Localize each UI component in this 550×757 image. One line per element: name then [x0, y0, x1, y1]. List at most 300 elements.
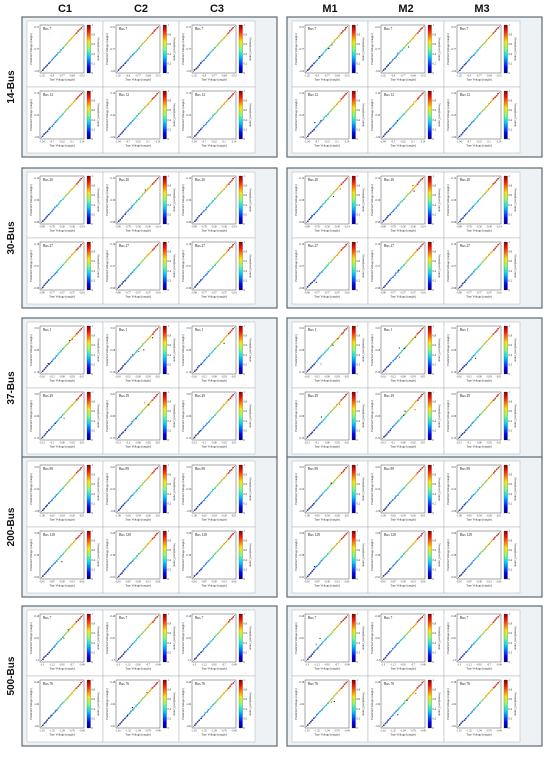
x-tick-label: -0.54: [324, 514, 330, 518]
y-tick-label: -0.14: [109, 176, 116, 180]
outlier-point: [415, 337, 416, 338]
density-point: [208, 54, 210, 56]
density-point: [493, 32, 495, 34]
colorbar-tick: 0.6: [432, 483, 436, 487]
density-point: [317, 712, 319, 714]
x-tick-label: -0.54: [476, 514, 482, 518]
density-point: [403, 198, 405, 200]
density-point: [397, 494, 399, 496]
x-axis-label: True Voltage (rangle): [49, 228, 75, 233]
x-axis-label: True Voltage (rangle): [125, 583, 151, 588]
colorbar-label: Normalized Counts: [513, 626, 518, 650]
x-tick-label: -0.37: [221, 291, 227, 295]
density-point: [491, 401, 493, 403]
density-point: [205, 563, 207, 565]
density-point: [496, 179, 498, 181]
row-group-label: 14-Bus: [6, 70, 17, 104]
density-point: [331, 548, 333, 550]
density-point: [118, 576, 120, 578]
density-point: [122, 215, 124, 217]
density-point: [322, 270, 324, 272]
density-point: [152, 621, 154, 623]
density-point: [316, 499, 318, 501]
y-tick-label: -0.57: [33, 264, 40, 268]
density-point: [150, 100, 152, 102]
outlier-point: [316, 282, 317, 283]
density-point: [313, 62, 315, 64]
density-point: [459, 221, 461, 223]
y-axis-label: Predicted Voltage (rangle): [29, 33, 34, 65]
density-point: [44, 722, 46, 724]
x-tick-label: -0.64: [145, 74, 151, 78]
density-point: [389, 429, 391, 431]
density-point: [491, 689, 493, 691]
colorbar-tick: 0.4: [508, 558, 512, 562]
density-point: [155, 180, 157, 182]
density-point: [65, 411, 67, 413]
density-point: [421, 616, 423, 618]
density-point: [203, 499, 205, 501]
density-point: [339, 623, 341, 625]
x-tick-label: -0.16: [155, 291, 161, 295]
density-point: [392, 360, 394, 362]
outlier-point: [406, 700, 407, 701]
density-point: [492, 183, 494, 185]
density-point: [138, 414, 140, 416]
y-axis-label: Predicted Voltage (rangle): [446, 334, 451, 366]
density-point: [323, 420, 325, 422]
bus-label: Bus 20: [384, 178, 395, 182]
colorbar-label: Normalized Counts: [513, 543, 518, 567]
density-point: [147, 543, 149, 545]
density-point: [201, 567, 203, 569]
x-tick-label: -0.36: [69, 225, 75, 229]
density-point: [420, 29, 422, 31]
bus-label: Bus 1: [308, 328, 317, 332]
density-point: [322, 353, 324, 355]
density-point: [144, 191, 146, 193]
colorbar-tick: 0.8: [243, 473, 247, 477]
x-tick-label: -0.16: [115, 375, 121, 379]
density-point: [485, 695, 487, 697]
density-point: [474, 269, 476, 271]
colorbar: [428, 531, 432, 579]
density-point: [150, 474, 152, 476]
density-point: [329, 46, 331, 48]
colorbar-tick: 0.8: [91, 688, 95, 692]
density-point: [59, 639, 61, 641]
density-point: [468, 565, 470, 567]
colorbar: [428, 392, 432, 440]
colorbar-tick: 0.8: [508, 539, 512, 543]
density-point: [195, 434, 197, 436]
y-axis-label: Predicted Voltage (rangle): [370, 688, 375, 720]
density-point: [66, 548, 68, 550]
y-tick-label: -0.54: [450, 487, 457, 491]
bus-label: Bus 20: [308, 178, 319, 182]
colorbar: [352, 326, 356, 374]
x-tick-label: 0.06: [231, 580, 237, 584]
density-point: [122, 431, 124, 433]
density-point: [119, 285, 121, 287]
x-tick-label: -0.39: [476, 580, 482, 584]
colorbar: [87, 614, 91, 662]
density-point: [416, 687, 418, 689]
density-point: [69, 256, 71, 258]
bus-label: Bus 128: [195, 533, 207, 537]
x-tick-label: -0.22: [211, 140, 217, 144]
density-point: [50, 278, 52, 280]
density-point: [124, 429, 126, 431]
density-point: [421, 178, 423, 180]
density-point: [146, 105, 148, 107]
density-point: [465, 279, 467, 281]
density-point: [467, 428, 469, 430]
density-point: [206, 562, 208, 564]
colorbar-tick: 0: [167, 727, 169, 730]
density-point: [229, 331, 231, 333]
x-tick-label: -1.02: [456, 74, 462, 78]
density-point: [497, 616, 499, 618]
density-point: [77, 470, 79, 472]
bus-label: Bus 128: [308, 533, 320, 537]
outlier-point: [319, 56, 320, 57]
y-tick-label: -0.57: [109, 264, 116, 268]
x-tick-label: -0.91: [39, 580, 45, 584]
density-point: [145, 39, 147, 41]
colorbar-tick: 0.6: [508, 344, 512, 348]
scatter-panel: [368, 322, 444, 388]
density-point: [50, 650, 52, 652]
x-tick-label: -0.78: [466, 225, 472, 229]
scatter-panel: [368, 172, 444, 238]
outlier-point: [143, 349, 144, 350]
density-point: [313, 717, 315, 719]
x-axis-label: True Voltage (rangle): [201, 517, 227, 522]
y-tick-label: -0.49: [450, 614, 457, 618]
y-tick-label: -1.61: [298, 724, 305, 728]
density-point: [226, 401, 228, 403]
outlier-point: [404, 348, 405, 349]
colorbar-tick: 0.2: [91, 128, 95, 132]
y-axis-label: Predicted Voltage (rangle): [370, 539, 375, 571]
outlier-point: [127, 715, 128, 716]
density-point: [308, 434, 310, 436]
density-point: [344, 683, 346, 685]
density-point: [135, 51, 137, 53]
density-point: [232, 328, 234, 330]
x-tick-label: -0.39: [59, 580, 65, 584]
density-point: [411, 190, 413, 192]
colorbar: [239, 614, 243, 662]
x-tick-label: -1.12: [125, 663, 131, 667]
density-point: [206, 55, 208, 57]
density-point: [133, 52, 135, 54]
x-tick-label: -0.7: [390, 140, 396, 144]
density-point: [404, 196, 406, 198]
x-tick-label: -0.14: [79, 225, 85, 229]
density-point: [494, 182, 496, 184]
density-point: [488, 338, 490, 340]
colorbar-tick: 1: [432, 530, 434, 533]
colorbar-tick: 1: [167, 90, 169, 93]
density-point: [150, 251, 152, 253]
density-point: [138, 487, 140, 489]
colorbar-label: Normalized Counts: [172, 404, 177, 428]
y-axis-label: Predicted Voltage (rangle): [446, 688, 451, 720]
density-point: [219, 193, 221, 195]
density-point: [136, 704, 138, 706]
outlier-point: [47, 363, 48, 364]
density-point: [401, 49, 403, 51]
density-point: [81, 93, 83, 95]
density-point: [49, 61, 51, 63]
x-axis-label: True Voltage (rangle): [201, 77, 227, 82]
colorbar-tick: 1: [243, 175, 245, 178]
y-tick-label: -0.08: [450, 348, 457, 352]
bus-label: Bus 7: [43, 27, 52, 31]
density-point: [319, 207, 321, 209]
colorbar: [352, 531, 356, 579]
density-point: [497, 27, 499, 29]
density-point: [406, 195, 408, 197]
density-point: [132, 271, 134, 273]
density-point: [312, 130, 314, 132]
outlier-point: [72, 339, 73, 340]
colorbar-tick: 0.6: [508, 483, 512, 487]
density-point: [345, 244, 347, 246]
density-point: [418, 470, 420, 472]
density-point: [54, 645, 56, 647]
colorbar-tick: 0: [91, 512, 93, 515]
density-point: [415, 185, 417, 187]
density-point: [327, 636, 329, 638]
colorbar-tick: 0.4: [167, 641, 171, 645]
y-tick-label: -1.04: [33, 702, 40, 706]
x-tick-label: -1.61: [39, 729, 45, 733]
density-point: [225, 35, 227, 37]
scatter-panel: [444, 322, 520, 388]
density-point: [226, 184, 228, 186]
density-point: [155, 396, 157, 398]
density-point: [468, 59, 470, 61]
density-point: [395, 562, 397, 564]
density-point: [335, 105, 337, 107]
density-point: [465, 568, 467, 570]
x-tick-label: -0.02: [334, 441, 340, 445]
density-point: [77, 685, 79, 687]
density-point: [56, 560, 58, 562]
density-point: [132, 120, 134, 122]
density-point: [57, 269, 59, 271]
density-point: [415, 540, 417, 542]
colorbar-tick: 1: [356, 325, 358, 328]
density-point: [148, 102, 150, 104]
colorbar: [163, 680, 167, 728]
density-point: [231, 29, 233, 31]
density-point: [53, 646, 55, 648]
density-point: [198, 215, 200, 217]
density-point: [335, 406, 337, 408]
density-point: [208, 355, 210, 357]
density-point: [48, 569, 50, 571]
density-point: [417, 621, 419, 623]
scatter-panel: [292, 87, 368, 153]
density-point: [50, 716, 52, 718]
x-tick-label: -0.98: [456, 291, 462, 295]
density-point: [225, 624, 227, 626]
density-point: [147, 626, 149, 628]
density-point: [209, 492, 211, 494]
density-point: [48, 502, 50, 504]
colorbar-tick: 1: [432, 613, 434, 616]
y-tick-label: -0.57: [450, 264, 457, 268]
density-point: [461, 285, 463, 287]
density-point: [68, 191, 70, 193]
density-point: [422, 467, 424, 469]
density-point: [211, 557, 213, 559]
x-tick-label: -0.49: [344, 663, 350, 667]
colorbar-tick: 0.8: [356, 250, 360, 254]
colorbar-tick: 0.4: [508, 419, 512, 423]
density-point: [203, 714, 205, 716]
scatter-panel: [179, 87, 255, 153]
x-tick-label: -0.54: [59, 514, 65, 518]
density-point: [327, 553, 329, 555]
density-point: [208, 271, 210, 273]
y-tick-label: 0.01: [299, 326, 305, 330]
density-point: [205, 274, 207, 276]
x-axis-label: True Voltage (rangle): [466, 77, 492, 82]
density-point: [135, 202, 137, 204]
density-point: [199, 281, 201, 283]
density-point: [212, 200, 214, 202]
density-point: [496, 617, 498, 619]
scatter-panel: [103, 172, 179, 238]
x-tick-label: -0.16: [191, 375, 197, 379]
x-tick-label: -0.12: [466, 375, 472, 379]
density-point: [468, 210, 470, 212]
x-tick-label: -0.13: [221, 580, 227, 584]
colorbar-tick: 0: [508, 289, 510, 292]
density-point: [321, 709, 323, 711]
density-point: [119, 67, 121, 69]
density-point: [307, 658, 309, 660]
x-tick-label: -0.16: [496, 291, 502, 295]
density-point: [494, 619, 496, 621]
density-point: [491, 540, 493, 542]
density-point: [333, 696, 335, 698]
density-point: [146, 406, 148, 408]
colorbar-tick: 0.8: [508, 184, 512, 188]
density-point: [383, 575, 385, 577]
colorbar-tick: 0: [91, 138, 93, 141]
density-point: [45, 721, 47, 723]
colorbar-tick: 0.2: [356, 568, 360, 572]
y-tick-label: -0.14: [298, 176, 305, 180]
x-tick-label: -1.04: [324, 729, 330, 733]
density-point: [200, 363, 202, 365]
density-point: [383, 286, 385, 288]
density-point: [212, 416, 214, 418]
colorbar: [504, 531, 508, 579]
density-point: [317, 647, 319, 649]
x-tick-label: -0.77: [135, 74, 141, 78]
bus-label: Bus 1: [384, 328, 393, 332]
scatter-panel: [444, 461, 520, 527]
y-axis-label: Predicted Voltage (rangle): [370, 250, 375, 282]
density-point: [341, 333, 343, 335]
y-tick-label: -0.48: [33, 680, 40, 684]
density-point: [340, 98, 342, 100]
y-tick-label: -0.77: [374, 47, 381, 51]
scatter-panel: [368, 676, 444, 742]
density-point: [491, 34, 493, 36]
density-point: [324, 639, 326, 641]
density-point: [65, 484, 67, 486]
y-axis-label: Predicted Voltage (rangle): [105, 33, 110, 65]
density-point: [77, 619, 79, 621]
density-point: [339, 335, 341, 337]
outlier-point: [397, 120, 398, 121]
density-point: [232, 27, 234, 29]
density-point: [409, 257, 411, 259]
x-tick-label: -0.22: [400, 140, 406, 144]
y-tick-label: -1.04: [109, 702, 116, 706]
colorbar: [239, 680, 243, 728]
colorbar-tick: 0.8: [508, 688, 512, 692]
density-point: [341, 32, 343, 34]
colorbar-label: Normalized Counts: [361, 37, 366, 61]
colorbar: [504, 326, 508, 374]
density-point: [49, 127, 51, 129]
colorbar-tick: 0.2: [243, 213, 247, 217]
density-point: [220, 547, 222, 549]
colorbar-tick: 0.2: [91, 568, 95, 572]
density-point: [330, 195, 332, 197]
density-point: [203, 59, 205, 61]
density-point: [68, 257, 70, 259]
density-point: [414, 625, 416, 627]
density-point: [497, 178, 499, 180]
x-tick-label: -0.48: [231, 729, 237, 733]
density-point: [318, 57, 320, 59]
density-point: [308, 284, 310, 286]
density-point: [400, 267, 402, 269]
density-point: [480, 111, 482, 113]
density-point: [319, 495, 321, 497]
density-point: [48, 429, 50, 431]
y-tick-label: -0.91: [33, 575, 40, 579]
colorbar-tick: 0.4: [91, 707, 95, 711]
density-point: [206, 496, 208, 498]
density-point: [411, 479, 413, 481]
x-tick-label: -0.36: [145, 225, 151, 229]
x-tick-label: -0.26: [69, 514, 75, 518]
bus-label: Bus 12: [308, 93, 319, 97]
density-point: [484, 697, 486, 699]
density-point: [140, 412, 142, 414]
density-point: [311, 64, 313, 66]
colorbar-tick: 0.8: [91, 334, 95, 338]
colorbar-tick: 0.4: [432, 269, 436, 273]
density-point: [409, 407, 411, 409]
density-point: [328, 111, 330, 113]
density-point: [212, 555, 214, 557]
y-tick-label: -0.39: [374, 553, 381, 557]
colorbar-tick: 0.4: [432, 118, 436, 122]
density-point: [402, 489, 404, 491]
